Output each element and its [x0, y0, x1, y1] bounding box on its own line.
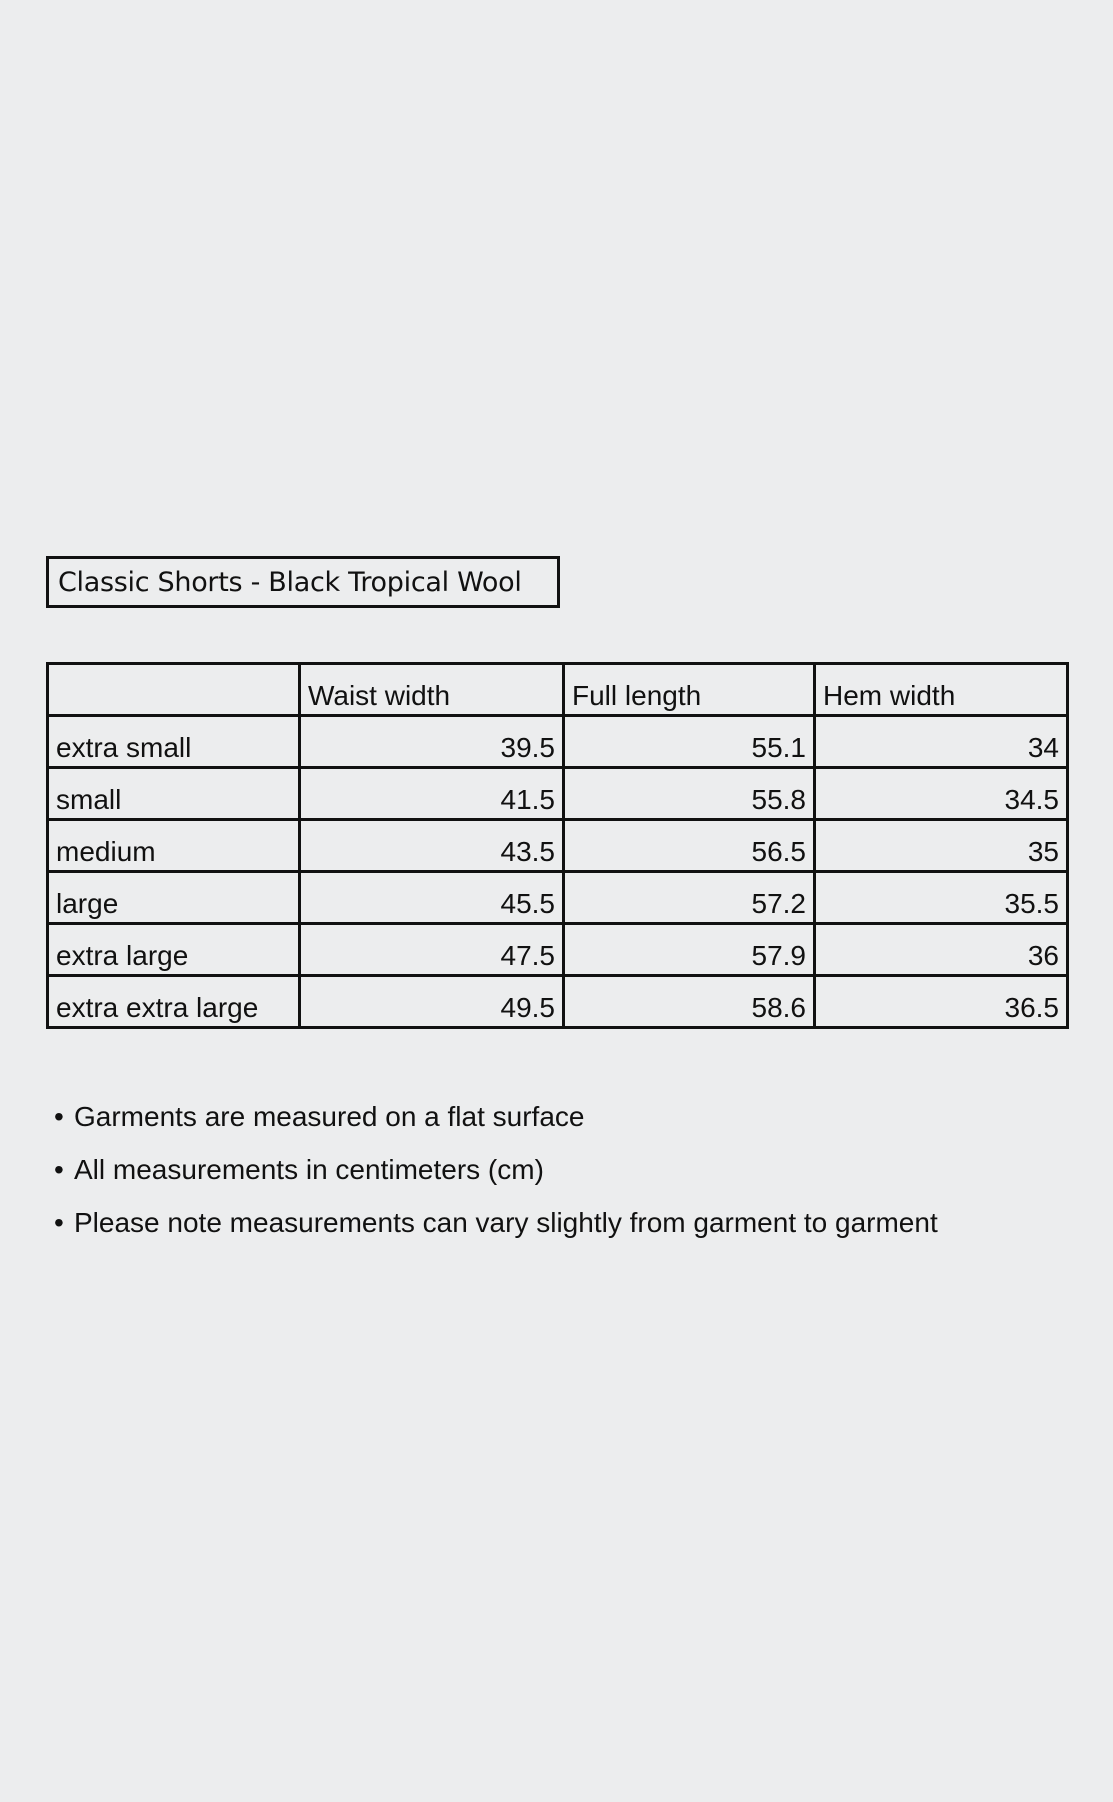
full-length-value: 55.8 [564, 768, 815, 820]
bullet-icon: • [54, 1101, 64, 1132]
table-header-row [48, 664, 1068, 716]
table-row [48, 820, 1068, 872]
hem-width-value: 34 [815, 716, 1068, 768]
note-text: Please note measurements can vary slightly from garment to garment [74, 1207, 938, 1238]
chart-title: Classic Shorts - Black Tropical Wool [46, 556, 560, 608]
list-item [54, 1097, 938, 1150]
header-hem-width: Hem width [815, 664, 1068, 716]
hem-width-value: 34.5 [815, 768, 1068, 820]
note-text: All measurements in centimeters (cm) [74, 1154, 544, 1185]
waist-width-value: 49.5 [300, 976, 564, 1028]
bullet-icon: • [54, 1207, 64, 1238]
waist-width-value: 47.5 [300, 924, 564, 976]
table-row [48, 976, 1068, 1028]
notes-list [54, 1097, 938, 1256]
table-row [48, 716, 1068, 768]
size-label: extra small [48, 716, 300, 768]
size-label: extra large [48, 924, 300, 976]
size-label: small [48, 768, 300, 820]
waist-width-value: 43.5 [300, 820, 564, 872]
full-length-value: 56.5 [564, 820, 815, 872]
header-full-length: Full length [564, 664, 815, 716]
hem-width-value: 36.5 [815, 976, 1068, 1028]
full-length-value: 57.9 [564, 924, 815, 976]
size-label: medium [48, 820, 300, 872]
waist-width-value: 45.5 [300, 872, 564, 924]
hem-width-value: 36 [815, 924, 1068, 976]
table-row [48, 768, 1068, 820]
size-label: extra extra large [48, 976, 300, 1028]
note-text: Garments are measured on a flat surface [74, 1101, 585, 1132]
size-table [46, 662, 1069, 1029]
waist-width-value: 41.5 [300, 768, 564, 820]
waist-width-value: 39.5 [300, 716, 564, 768]
full-length-value: 58.6 [564, 976, 815, 1028]
size-label: large [48, 872, 300, 924]
bullet-icon: • [54, 1154, 64, 1185]
header-waist-width: Waist width [300, 664, 564, 716]
list-item [54, 1203, 938, 1256]
table-row [48, 924, 1068, 976]
full-length-value: 55.1 [564, 716, 815, 768]
hem-width-value: 35 [815, 820, 1068, 872]
header-corner [48, 664, 300, 716]
hem-width-value: 35.5 [815, 872, 1068, 924]
full-length-value: 57.2 [564, 872, 815, 924]
list-item [54, 1150, 938, 1203]
table-row [48, 872, 1068, 924]
